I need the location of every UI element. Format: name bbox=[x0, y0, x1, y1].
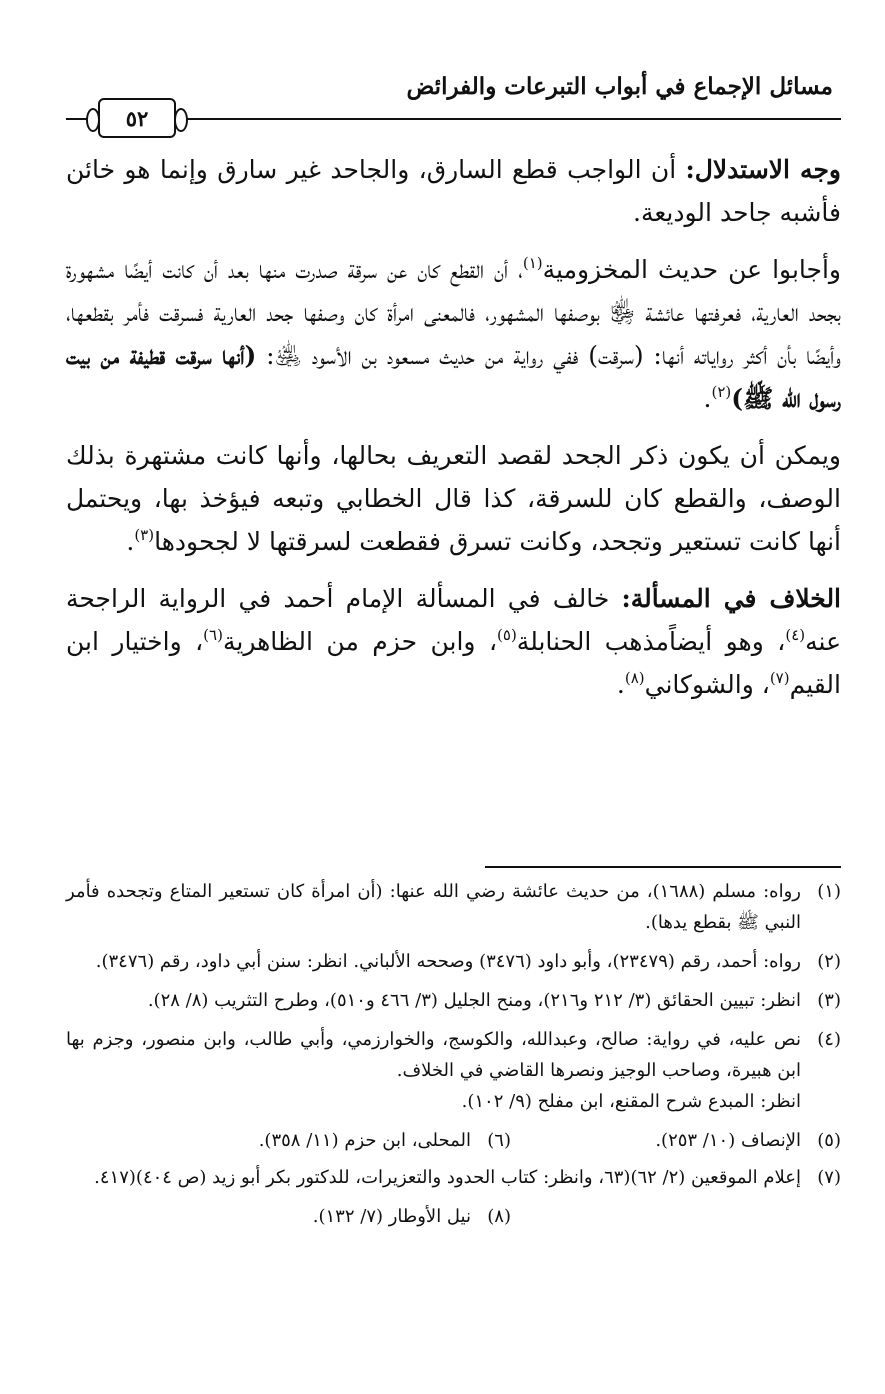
paragraph-3-end: . bbox=[126, 527, 135, 556]
paragraph-4-text-d: ، واختيار ابن القيم bbox=[66, 627, 841, 699]
paragraph-4-text-a: خالف في المسألة الإمام أحمد في الرواية الراجحة عنه bbox=[66, 584, 841, 656]
footnote-5-text: الإنصاف (١٠/ ٢٥٣). bbox=[655, 1130, 801, 1151]
footnote-ref-3: (٣) bbox=[134, 526, 155, 544]
page-number-badge bbox=[98, 98, 176, 138]
paragraph-4-text-b: ، وهو أيضاًمذهب الحنابلة bbox=[516, 627, 786, 656]
footnote-8-row bbox=[66, 1201, 841, 1232]
footnote-1 bbox=[66, 876, 841, 938]
main-text bbox=[66, 148, 841, 720]
footnote-7 bbox=[66, 1162, 841, 1193]
footnote-8 bbox=[66, 1201, 511, 1232]
footnote-7-spacer bbox=[511, 1201, 841, 1232]
footnote-3-text: انظر: تبيين الحقائق (٣/ ٢١٢ و٢١٦)، ومنح الجليل (٣/ ٤٦٦ و٥١٠)، وطرح التثريب (٨/ ٢٨). bbox=[147, 990, 801, 1011]
running-title: مسائل الإجماع في أبواب التبرعات والفرائض bbox=[406, 73, 833, 100]
footnote-2-number: (٢) bbox=[817, 951, 841, 972]
footnote-ref-1: (١) bbox=[522, 254, 543, 272]
footnote-ref-4: (٤) bbox=[785, 626, 806, 644]
footnote-3 bbox=[66, 985, 841, 1016]
paragraph-3-text: ويمكن أن يكون ذكر الجحد لقصد التعريف بحالها، وأنها كانت مشتهرة بذلك الوصف، والقطع كان للسرقة، كذا قال الخطابي وتبعه فيؤخذ بها، ويحتمل أنها كانت تستعير وتجحد، وكانت تسرق فقطعت لسرقتها لا لجحودها bbox=[66, 441, 841, 556]
paragraph-4-text-e: ، والشوكاني bbox=[644, 670, 770, 699]
footnote-3-number: (٣) bbox=[817, 990, 841, 1011]
footnote-6 bbox=[66, 1125, 511, 1156]
footnote-2 bbox=[66, 946, 841, 977]
footnote-4-reference: انظر: المبدع شرح المقنع، ابن مفلح (٩/ ١٠٢). bbox=[461, 1091, 801, 1112]
footnote-7-number: (٧) bbox=[817, 1167, 841, 1188]
footnote-ref-8: (٨) bbox=[624, 669, 645, 687]
footnote-6-text: المحلى، ابن حزم (١١/ ٣٥٨). bbox=[258, 1130, 471, 1151]
footnote-ref-5: (٥) bbox=[497, 626, 517, 644]
paragraph-4-text-c: ، وابن حزم من الظاهرية bbox=[222, 627, 498, 656]
paragraph-4-heading: الخلاف في المسألة: bbox=[621, 584, 842, 613]
footnote-7-text: إعلام الموقعين (٢/ ٦٢)(٦٣، وانظر: كتاب الحدود والتعزيرات، للدكتور بكر أبو زيد (ص ٤٠٤)(٤١٧. bbox=[94, 1167, 801, 1188]
footnote-2-text: رواه: أحمد، رقم (٢٣٤٧٩)، وأبو داود (٣٤٧٦) وصححه الألباني. انظر: سنن أبي داود، رقم (٣٤٧٦). bbox=[95, 951, 801, 972]
footnote-5-number: (٥) bbox=[817, 1130, 841, 1151]
paragraph-2-text-b: ، أن القطع كان عن سرقة صدرت منها بعد أن كانت أيضًا مشهورة بجحد العارية، فعرفتها عائشة ﵂ بوصفها المشهور، فالمعنى امرأة كان وصفها جحد العارية فسرقت فأمر بقطعها، وأيضًا بأن أكثر رواياته أنها: (سرقت) ففي رواية من حديث مسعود بن الأسود ﵁: bbox=[66, 255, 841, 370]
footnote-5 bbox=[511, 1125, 841, 1156]
paragraph-3 bbox=[66, 434, 841, 563]
paragraph-4 bbox=[66, 577, 841, 706]
paragraph-1-heading: وجه الاستدلال: bbox=[685, 155, 841, 184]
footnote-4-text: نص عليه، في رواية: صالح، وعبدالله، والكوسج، والخوارزمي، وأبي طالب، وابن منصور، وجزم بها ابن هبيرة، وصاحب الوجيز ونصرها القاضي في الخلاف. bbox=[66, 1029, 801, 1081]
footnote-ref-7: (٧) bbox=[769, 669, 790, 687]
footnote-separator bbox=[485, 866, 841, 868]
paragraph-4-end: . bbox=[616, 670, 625, 699]
paragraph-1 bbox=[66, 148, 841, 234]
paragraph-2-text-a: وأجابوا عن حديث المخزومية bbox=[542, 255, 841, 284]
footnotes-5-6 bbox=[66, 1125, 841, 1156]
paragraph-1-text: أن الواجب قطع السارق، والجاحد غير سارق وإنما هو خائن فأشبه جاحد الوديعة. bbox=[66, 155, 841, 227]
footnote-6-number: (٦) bbox=[487, 1130, 511, 1151]
paragraph-2 bbox=[66, 248, 841, 420]
footnote-1-number: (١) bbox=[817, 881, 841, 902]
footnotes bbox=[66, 876, 841, 1238]
footnote-8-number: (٨) bbox=[487, 1206, 511, 1227]
footnote-1-text: رواه: مسلم (١٦٨٨)، من حديث عائشة رضي الله عنها: (أن امرأة كان تستعير المتاع وتجحده فأمر النبي ﷺ بقطع يدها). bbox=[66, 881, 801, 933]
footnote-4-body bbox=[66, 1024, 801, 1117]
footnote-4 bbox=[66, 1024, 841, 1117]
hadith-quote: (أنها سرقت قطيفة من بيت رسول الله ﷺ) bbox=[66, 341, 841, 413]
page-number: ٥٢ bbox=[125, 105, 149, 131]
footnote-ref-2: (٢) bbox=[711, 383, 732, 401]
footnote-8-text: نيل الأوطار (٧/ ١٣٢). bbox=[312, 1206, 471, 1227]
footnote-ref-6: (٦) bbox=[203, 626, 223, 644]
footnote-4-number: (٤) bbox=[817, 1029, 841, 1050]
paragraph-2-end: . bbox=[703, 384, 712, 413]
